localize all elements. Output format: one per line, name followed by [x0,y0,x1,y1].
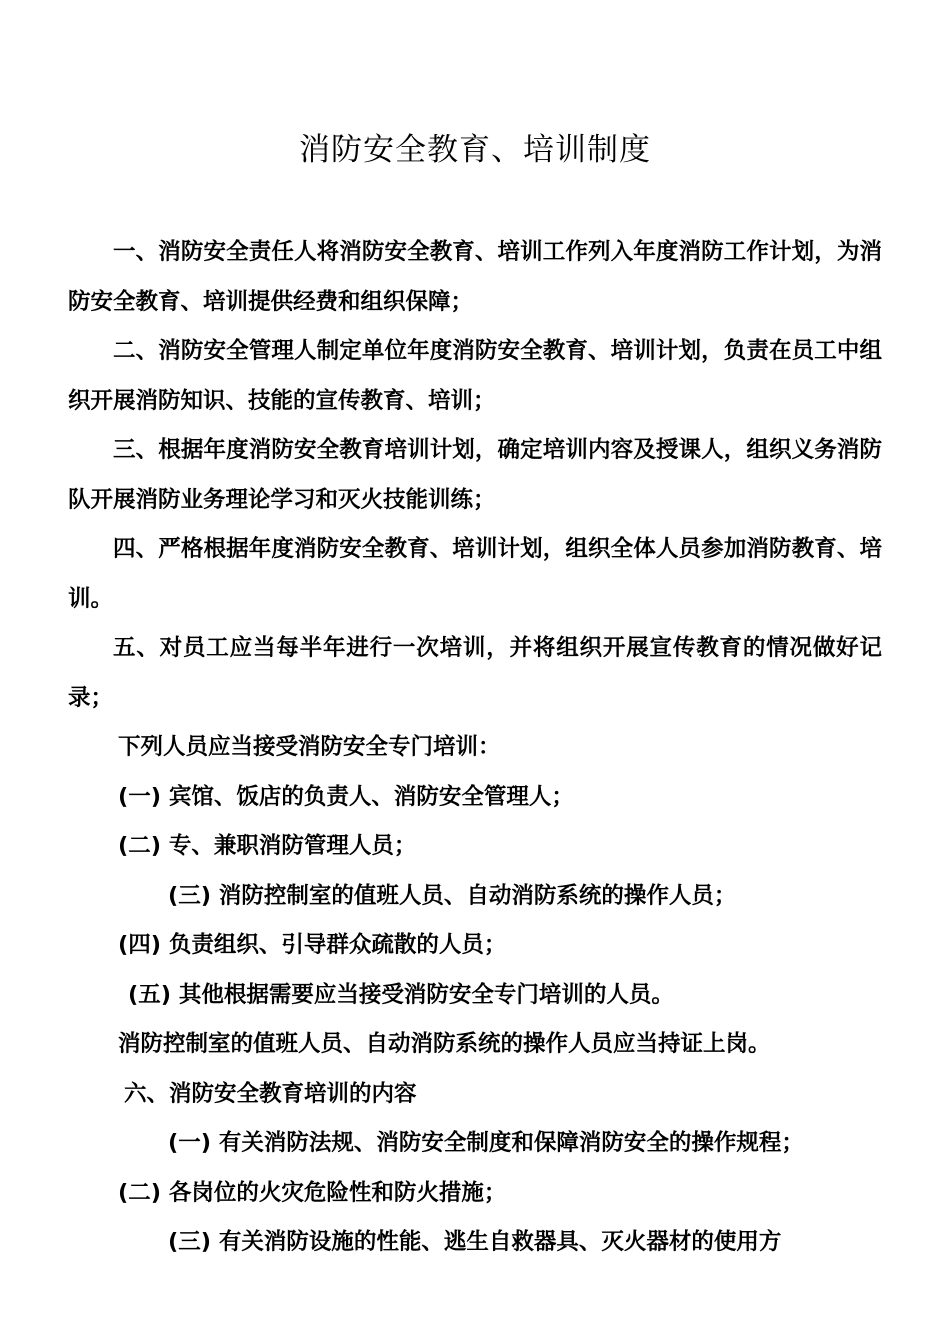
paragraph-2: 二、消防安全管理人制定单位年度消防安全教育、培训计划，负责在员工中组织开展消防知识、技能的宣传教育、培训； [68,338,882,414]
content-item-2: (二) 各岗位的火灾危险性和防火措施； [118,1179,507,1206]
document-title: 消防安全教育、培训制度 [299,132,651,168]
paragraph-3: 三、根据年度消防安全教育培训计划，确定培训内容及授课人，组织义务消防队开展消防业务理论学习和灭火技能训练； [68,437,882,513]
training-intro-line: 下列人员应当接受消防安全专门培训： [118,734,501,760]
list-item-4: (四) 负责组织、引导群众疏散的人员； [118,932,507,958]
content-item-1: (一) 有关消防法规、消防安全制度和保障消防安全的操作规程； [168,1130,804,1156]
paragraph-1: 一、消防安全责任人将消防安全教育、培训工作列入年度消防工作计划，为消防安全教育、培训提供经费和组织保障； [68,239,882,315]
content-item-3: (三) 有关消防设施的性能、逃生自救器具、灭火器材的使用方 [168,1229,782,1255]
document-body [68,228,882,1268]
paragraph-4: 四、严格根据年度消防安全教育、培训计划，组织全体人员参加消防教育、培训。 [68,536,882,612]
list-item-5: (五) 其他根据需要应当接受消防安全专门培训的人员。 [128,981,674,1008]
list-item-3: (三) 消防控制室的值班人员、自动消防系统的操作人员； [168,882,737,909]
certification-line: 消防控制室的值班人员、自动消防系统的操作人员应当持证上岗。 [118,1031,771,1057]
list-item-2: (二) 专、兼职消防管理人员； [118,833,417,859]
paragraph-5: 五、对员工应当每半年进行一次培训，并将组织开展宣传教育的情况做好记录； [68,635,882,711]
section-six-heading: 六、消防安全教育培训的内容 [124,1080,417,1107]
list-item-1: (一) 宾馆、饭店的负责人、消防安全管理人； [118,783,574,810]
